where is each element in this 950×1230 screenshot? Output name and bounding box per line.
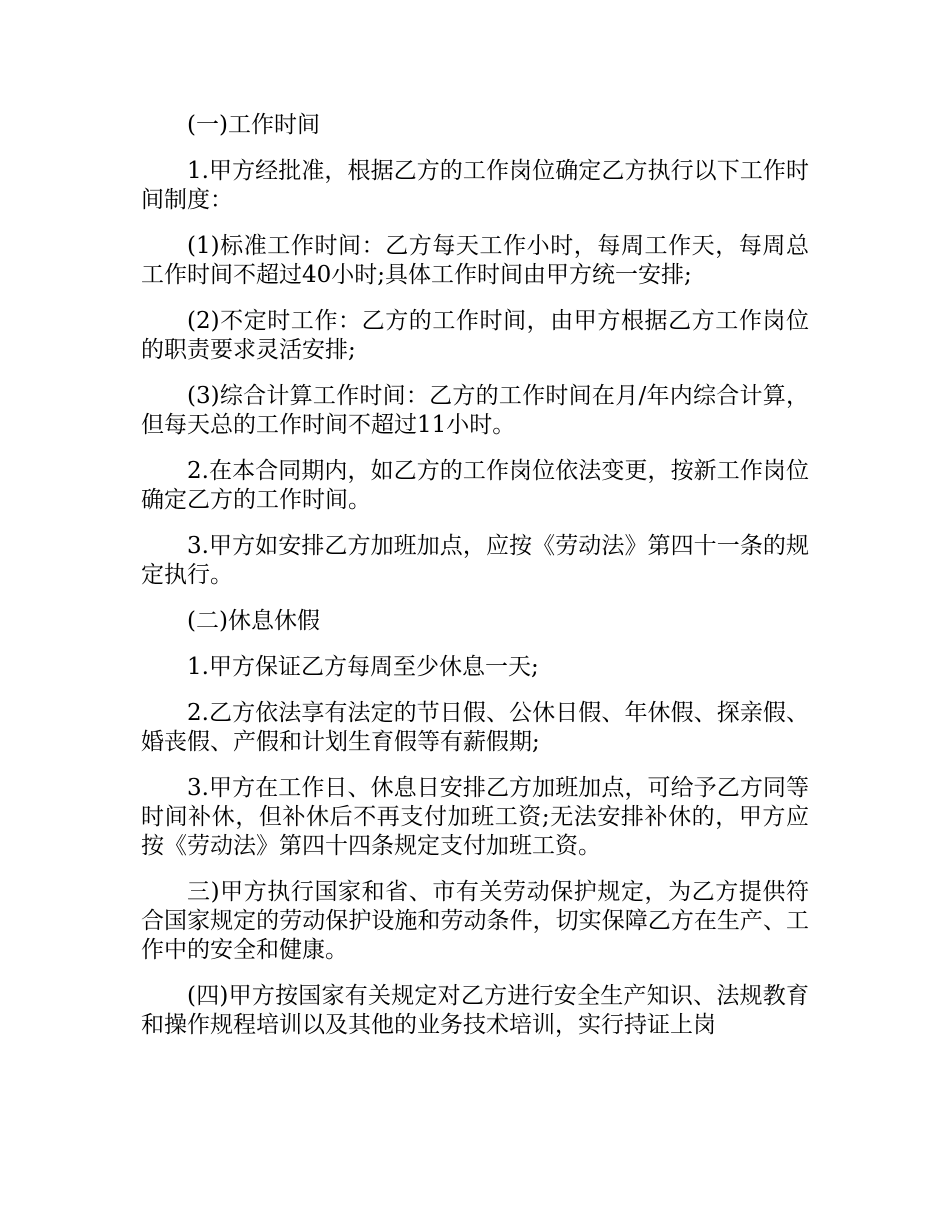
paragraph-paid-holidays: 2.乙方依法享有法定的节日假、公休日假、年休假、探亲假、婚丧假、产假和计划生育假等有薪假期;	[141, 700, 809, 755]
paragraph-safety-training: (四)甲方按国家有关规定对乙方进行安全生产知识、法规教育和操作规程培训以及其他的业务技术培训，实行持证上岗	[141, 983, 809, 1038]
paragraph-position-change: 2.在本合同期内，如乙方的工作岗位依法变更，按新工作岗位确定乙方的工作时间。	[141, 458, 809, 513]
paragraph-comprehensive-hours: (3)综合计算工作时间：乙方的工作时间在月/年内综合计算，但每天总的工作时间不超过11小时。	[141, 383, 809, 438]
section-heading-rest-leave: (二)休息休假	[187, 608, 320, 634]
document-body	[141, 111, 809, 1040]
paragraph-weekly-rest: 1.甲方保证乙方每周至少休息一天;	[187, 654, 539, 680]
paragraph-standard-hours: (1)标准工作时间：乙方每天工作小时，每周工作天，每周总工作时间不超过40小时;具体工作时间由甲方统一安排;	[141, 233, 809, 288]
section-heading-work-time: (一)工作时间	[187, 112, 320, 138]
paragraph-work-time-system: 1.甲方经批准，根据乙方的工作岗位确定乙方执行以下工作时间制度：	[141, 158, 809, 213]
paragraph-labor-protection: 三)甲方执行国家和省、市有关劳动保护规定，为乙方提供符合国家规定的劳动保护设施和劳动条件，切实保障乙方在生产、工作中的安全和健康。	[141, 879, 809, 963]
paragraph-overtime: 3.甲方如安排乙方加班加点，应按《劳动法》第四十一条的规定执行。	[141, 533, 809, 588]
paragraph-flexible-hours: (2)不定时工作：乙方的工作时间，由甲方根据乙方工作岗位的职责要求灵活安排;	[141, 308, 809, 363]
paragraph-compensatory-leave: 3.甲方在工作日、休息日安排乙方加班加点，可给予乙方同等时间补休，但补休后不再支付加班工资;无法安排补休的，甲方应按《劳动法》第四十四条规定支付加班工资。	[141, 775, 809, 859]
